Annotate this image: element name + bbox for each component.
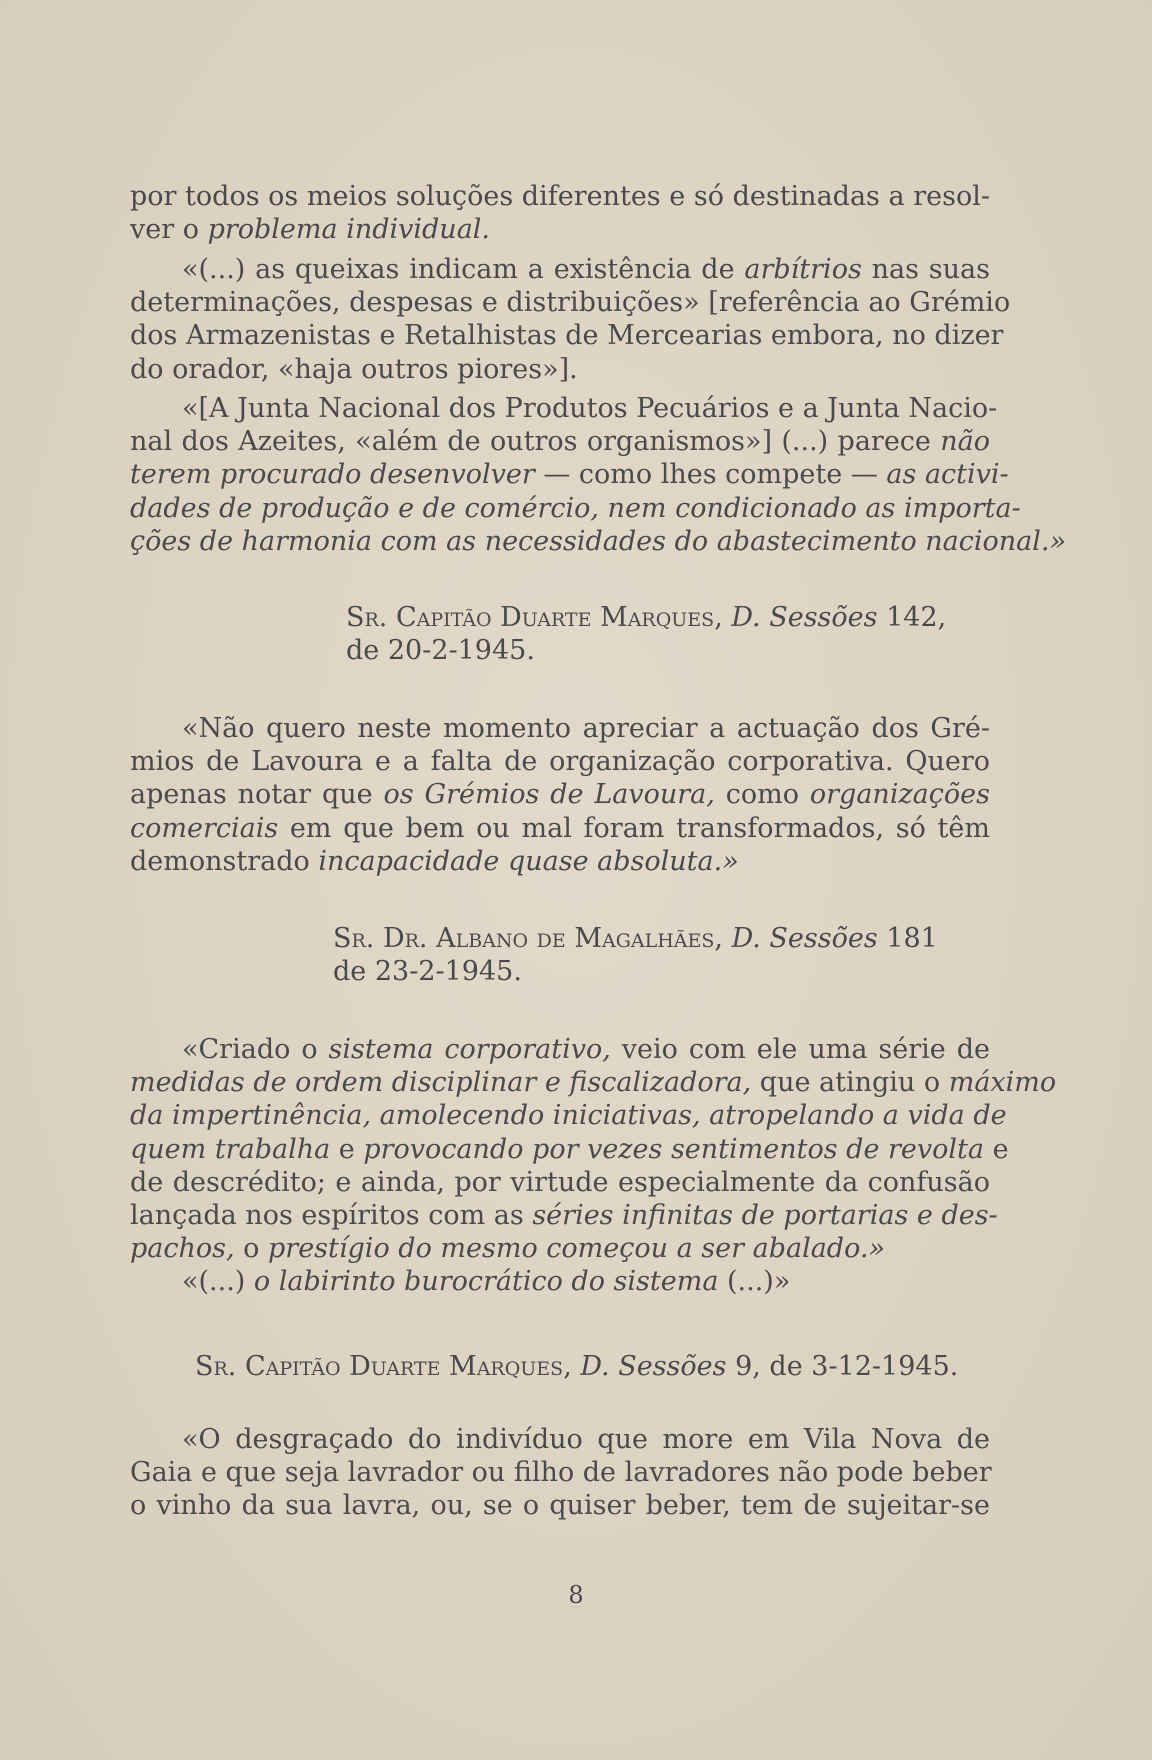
text-line: [130, 1199, 998, 1232]
session-number: 142,: [877, 602, 947, 633]
italic-span: os Grémios de Lavoura,: [383, 779, 715, 811]
text-line: «O desgraçado do indivíduo que more em Vila Nova de: [182, 1424, 990, 1455]
session-number: 9, de 3-12-1945.: [726, 1351, 959, 1382]
speaker-name: Sr. Capitão Duarte Marques,: [195, 1351, 572, 1382]
text-line: [130, 1265, 990, 1298]
text-line: determinações, despesas e distribuições» [referência ao Grémio: [130, 287, 1011, 319]
attribution-1: [346, 601, 946, 667]
text-line: mios de Lavoura e a falta de organização corporativa. Quero: [130, 746, 990, 778]
text-line: da impertinência, amolecendo iniciativas, atropelando a vida de: [130, 1100, 1007, 1132]
speaker-name: Sr. Dr. Albano de Magalhães,: [333, 923, 723, 954]
text-span: e: [330, 1133, 364, 1165]
paragraph-5: [130, 1033, 1057, 1299]
text-span: — como lhes compete —: [534, 459, 887, 491]
page-number: 8: [568, 1581, 584, 1609]
italic-span: séries infinitas de portarias e des-: [532, 1200, 998, 1232]
attribution-date: de 23-2-1945.: [333, 956, 522, 987]
text-line: ções de harmonia com as necessidades do abastecimento nacional.»: [130, 525, 1067, 557]
attribution-3: [195, 1350, 958, 1383]
paragraph-3: [130, 392, 1067, 558]
italic-span: incapacidade quase absoluta.»: [318, 845, 739, 877]
italic-span: o labirinto burocrático do sistema: [253, 1266, 719, 1298]
text-span: lançada nos espíritos com as: [130, 1200, 533, 1232]
text-span: como: [714, 779, 810, 811]
attribution-date: de 20-2-1945.: [346, 635, 535, 666]
paragraph-6: [130, 1423, 990, 1523]
text-span: (...)»: [718, 1266, 791, 1298]
text-span: nal dos Azeites, «além de outros organismos»] (...) parece: [130, 426, 941, 458]
text-line: [130, 778, 990, 811]
text-span: e: [984, 1133, 1009, 1165]
text-line: [130, 1066, 1057, 1099]
text-line: [130, 253, 990, 286]
text-span: nas suas: [861, 254, 990, 285]
attribution-line: [333, 922, 938, 955]
paragraph-1: [130, 180, 990, 246]
text-span: o: [234, 1233, 269, 1265]
text-span: ver o: [130, 214, 208, 246]
text-line: [130, 213, 990, 246]
attribution-line: [195, 1350, 958, 1383]
speaker-name: Sr. Capitão Duarte Marques,: [346, 602, 723, 633]
italic-span: quem trabalha: [130, 1133, 331, 1165]
text-line: Gaia e que seja lavrador ou filho de lavradores não pode beber: [130, 1457, 992, 1489]
text-line: do orador, «haja outros piores»].: [130, 353, 578, 385]
italic-span: problema individual.: [207, 214, 491, 246]
italic-span: provocando por vezes sentimentos de revolta: [363, 1133, 984, 1165]
italic-span: sistema corporativo,: [328, 1034, 611, 1065]
italic-span: máximo: [948, 1067, 1057, 1099]
text-span: «(...) as queixas indicam a existência de: [182, 254, 745, 285]
text-line: [130, 845, 990, 878]
text-line: [130, 812, 990, 845]
italic-span: terem procurado desenvolver: [130, 459, 535, 491]
text-span: que atingiu o: [751, 1067, 949, 1099]
text-span: veio com ele uma série de: [610, 1034, 990, 1065]
text-span: «(...): [182, 1266, 254, 1298]
paragraph-4: [130, 712, 990, 878]
session-number: 181: [877, 923, 938, 954]
text-line: dades de produção e de comércio, nem condicionado as importa-: [130, 492, 1021, 524]
attribution-line: [346, 601, 946, 634]
attribution-2: [333, 922, 938, 988]
italic-span: não: [940, 426, 990, 458]
text-span: em que bem ou mal foram transformados, só têm: [278, 812, 990, 844]
text-line: dos Armazenistas e Retalhistas de Mercearias embora, no dizer: [130, 320, 1004, 352]
source-title: D. Sessões: [571, 1351, 727, 1382]
text-span: «Criado o: [182, 1034, 329, 1065]
text-line: [130, 425, 990, 458]
text-line: [130, 1232, 990, 1265]
text-line: [130, 1133, 1009, 1166]
italic-span: pachos,: [130, 1233, 235, 1265]
text-line: [130, 1033, 990, 1066]
text-line: [130, 458, 1009, 491]
text-line: «Não quero neste momento apreciar a actuação dos Gré-: [182, 713, 990, 744]
italic-span: prestígio do mesmo começou a ser abalado.»: [268, 1233, 885, 1265]
text-line: o vinho da sua lavra, ou, se o quiser beber, tem de sujeitar-se: [130, 1490, 990, 1522]
italic-span: as activi-: [886, 459, 1009, 491]
text-span: demonstrado: [130, 845, 319, 877]
italic-span: comerciais: [130, 812, 279, 844]
italic-span: organizações: [809, 779, 990, 811]
italic-span: arbítrios: [744, 254, 862, 285]
paragraph-2: [130, 253, 1011, 386]
source-title: D. Sessões: [722, 602, 878, 633]
text-line: por todos os meios soluções diferentes e só destinadas a resol-: [130, 181, 990, 212]
text-span: apenas notar que: [130, 779, 384, 811]
text-line: de descrédito; e ainda, por virtude especialmente da confusão: [130, 1166, 990, 1198]
italic-span: medidas de ordem disciplinar e fiscalizadora,: [130, 1067, 752, 1099]
source-title: D. Sessões: [723, 923, 878, 954]
text-line: «[A Junta Nacional dos Produtos Pecuários e a Junta Nacio-: [182, 393, 998, 424]
